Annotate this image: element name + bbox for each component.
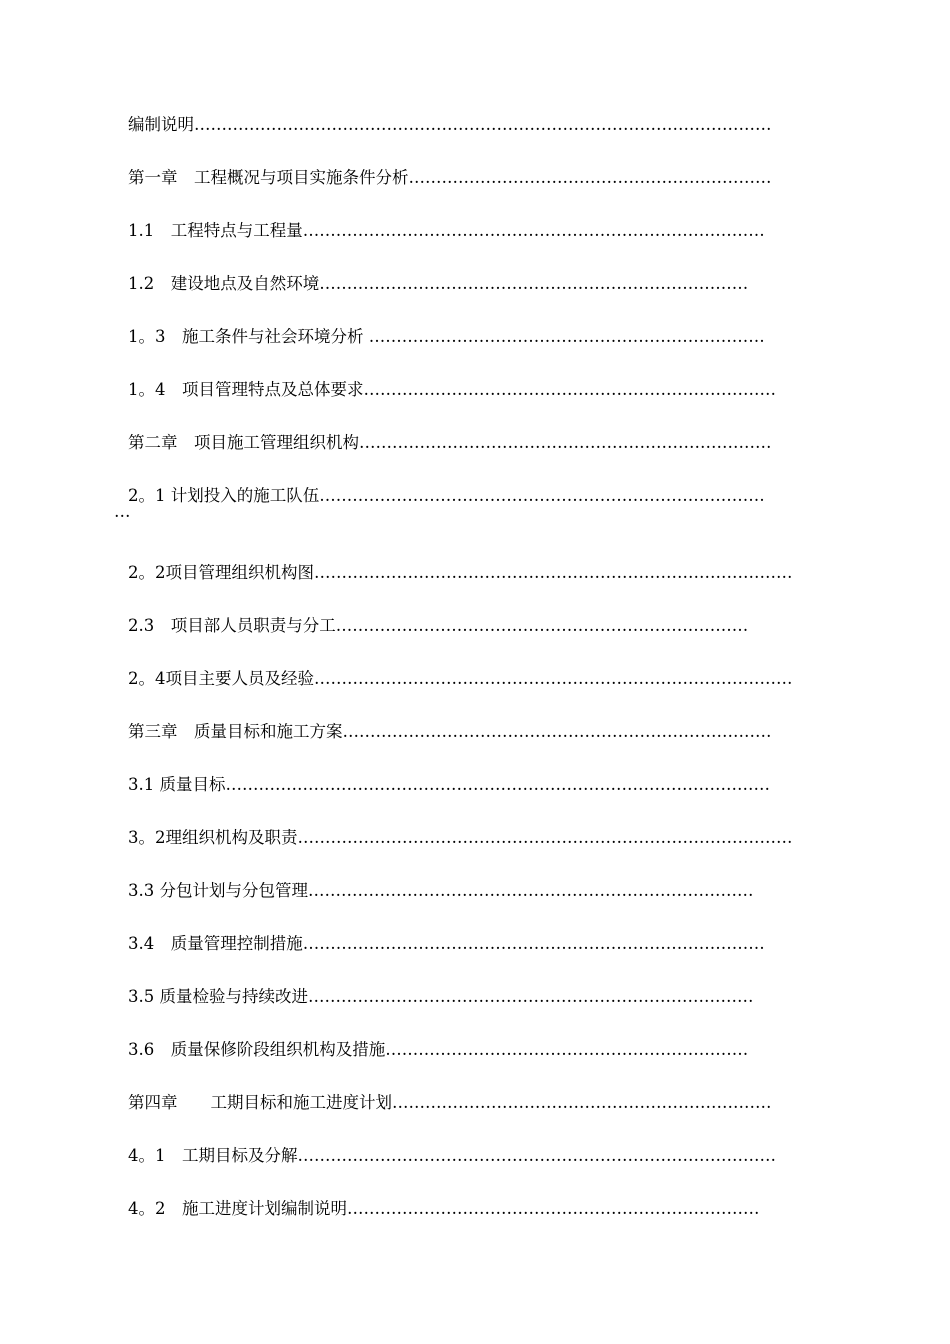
toc-entry-2-2 [128, 560, 858, 613]
toc-entry-2-1 [114, 483, 858, 560]
toc-entry-text: 4。1 工期目标及分解…………………………………………………………………………… [128, 1146, 776, 1165]
toc-entry-chapter-3 [128, 719, 858, 772]
toc-entry-text: 第一章 工程概况与项目实施条件分析………………………………………………………… [128, 168, 772, 187]
toc-entry-text: 3。2理组织机构及职责……………………………………………………………………………… [128, 828, 793, 847]
toc-entry-text: 第四章 工期目标和施工进度计划…………………………………………………………… [128, 1093, 772, 1112]
toc-entry-text: 2。4项目主要人员及经验…………………………………………………………………………… [128, 669, 793, 688]
toc-entry-chapter-2 [128, 430, 858, 483]
toc-entry-4-1 [128, 1143, 858, 1196]
toc-entry-3-3 [128, 878, 858, 931]
toc-entry-4-2 [128, 1196, 858, 1249]
toc-entry-text: 1.2 建设地点及自然环境…………………………………………………………………… [128, 274, 749, 293]
toc-entry-text: 3.3 分包计划与分包管理……………………………………………………………………… [128, 881, 754, 900]
toc-entry-3-5 [128, 984, 858, 1037]
toc-entry-3-1 [128, 772, 858, 825]
toc-entry-3-6 [128, 1037, 858, 1090]
toc-entry-text: 1。4 项目管理特点及总体要求………………………………………………………………… [128, 380, 776, 399]
toc-entry-1-1 [128, 218, 858, 271]
toc-entry-text: 编制说明…………………………………………………………………………………………… [128, 115, 772, 134]
toc-entry-chapter-1 [128, 165, 858, 218]
toc-entry-3-4 [128, 931, 858, 984]
toc-entry-text: 1.1 工程特点与工程量………………………………………………………………………… [128, 221, 765, 240]
table-of-contents [114, 112, 858, 1249]
toc-entry-text: 4。2 施工进度计划编制说明………………………………………………………………… [128, 1199, 760, 1218]
toc-entry-2-3 [128, 613, 858, 666]
toc-entry-text: 3.6 质量保修阶段组织机构及措施………………………………………………………… [128, 1040, 749, 1059]
toc-entry-1-2 [128, 271, 858, 324]
toc-entry-1-4 [128, 377, 858, 430]
toc-entry-3-2 [128, 825, 858, 878]
toc-entry-wrapped-leader: … [114, 502, 131, 521]
toc-entry-text: 3.4 质量管理控制措施………………………………………………………………………… [128, 934, 765, 953]
toc-entry-preface [128, 112, 858, 165]
toc-entry-text: 第二章 项目施工管理组织机构………………………………………………………………… [128, 433, 772, 452]
toc-entry-2-4 [128, 666, 858, 719]
toc-entry-chapter-4 [128, 1090, 858, 1143]
toc-entry-1-3 [128, 324, 858, 377]
toc-entry-text: 1。3 施工条件与社会环境分析 ……………………………………………………………… [128, 327, 765, 346]
toc-entry-text: 2.3 项目部人员职责与分工………………………………………………………………… [128, 616, 749, 635]
toc-entry-text: 2。1 计划投入的施工队伍……………………………………………………………………… [128, 486, 765, 505]
toc-entry-text: 2。2项目管理组织机构图…………………………………………………………………………… [128, 563, 793, 582]
toc-entry-text: 3.5 质量检验与持续改进……………………………………………………………………… [128, 987, 754, 1006]
toc-entry-text: 第三章 质量目标和施工方案…………………………………………………………………… [128, 722, 772, 741]
toc-entry-text: 3.1 质量目标……………………………………………………………………………………… [128, 775, 770, 794]
